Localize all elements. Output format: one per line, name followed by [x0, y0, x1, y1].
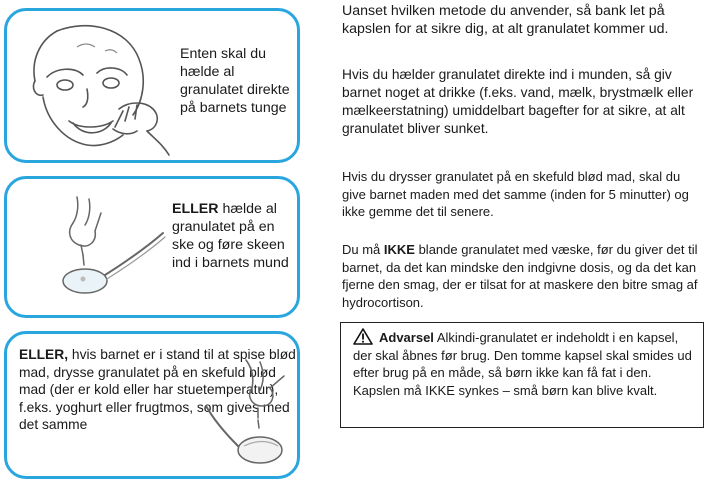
paragraph-soft-food-timing: Hvis du drysser granulatet på en skefuld blød mad, skal du give barnet maden med det samme (inden for 5 minutter) og ikke gemme det til senere.	[342, 169, 689, 219]
hand-sprinkling-on-food-spoon-illustration	[202, 354, 302, 474]
warning-box	[340, 322, 704, 428]
warning-triangle-icon	[353, 328, 373, 345]
instruction-text-spoon: ELLER hælde al granulatet på en ske og føre skeen ind i barnets mund	[172, 201, 289, 271]
baby-face-spoon-illustration	[17, 17, 177, 157]
warning-text: Alkindi-granulatet er indeholdt i en kapsel, der skal åbnes før brug. Den tomme kapsel skal smides ud efter brug på en måde, så børn ikke kan få fat i den. Kapslen må IKKE synkes – små børn kan blive kvalt.	[353, 330, 692, 398]
instruction-text-tongue: Enten skal du hælde al granulatet direkte på barnets tunge	[180, 46, 290, 116]
instruction-text-soft-food: ELLER, hvis barnet er i stand til at spise blød mad, drysse granulatet på en skefuld blød mad (der er kold eller har stuetemperatur), f.eks. yoghurt eller frugtmos, som gives med det samme	[19, 347, 296, 432]
paragraph-do-not-mix: Du må IKKE blande granulatet med væske, før du giver det til barnet, da det kan mindske den indgivne dosis, og da det kan fjerne den smag, der er tilsat for at maskere den bitre smag af hydrocortison.	[342, 242, 698, 310]
instruction-box-soft-food	[4, 331, 300, 479]
paragraph-tap-capsule: Uanset hvilken metode du anvender, så bank let på kapslen for at sikre dig, at alt granulatet kommer ud.	[342, 3, 669, 37]
instruction-box-tongue	[4, 8, 300, 163]
hand-pouring-on-spoon-illustration	[37, 193, 167, 313]
warning-title: Advarsel	[379, 330, 434, 345]
paragraph-drink-after: Hvis du hælder granulatet direkte ind i munden, så giv barnet noget at drikke (f.eks. vand, mælk, brystmælk eller mælkeerstatning) umiddelbart bagefter for at sikre, at alt granulatet bliver sunket.	[342, 67, 694, 136]
instruction-box-spoon	[4, 176, 300, 318]
